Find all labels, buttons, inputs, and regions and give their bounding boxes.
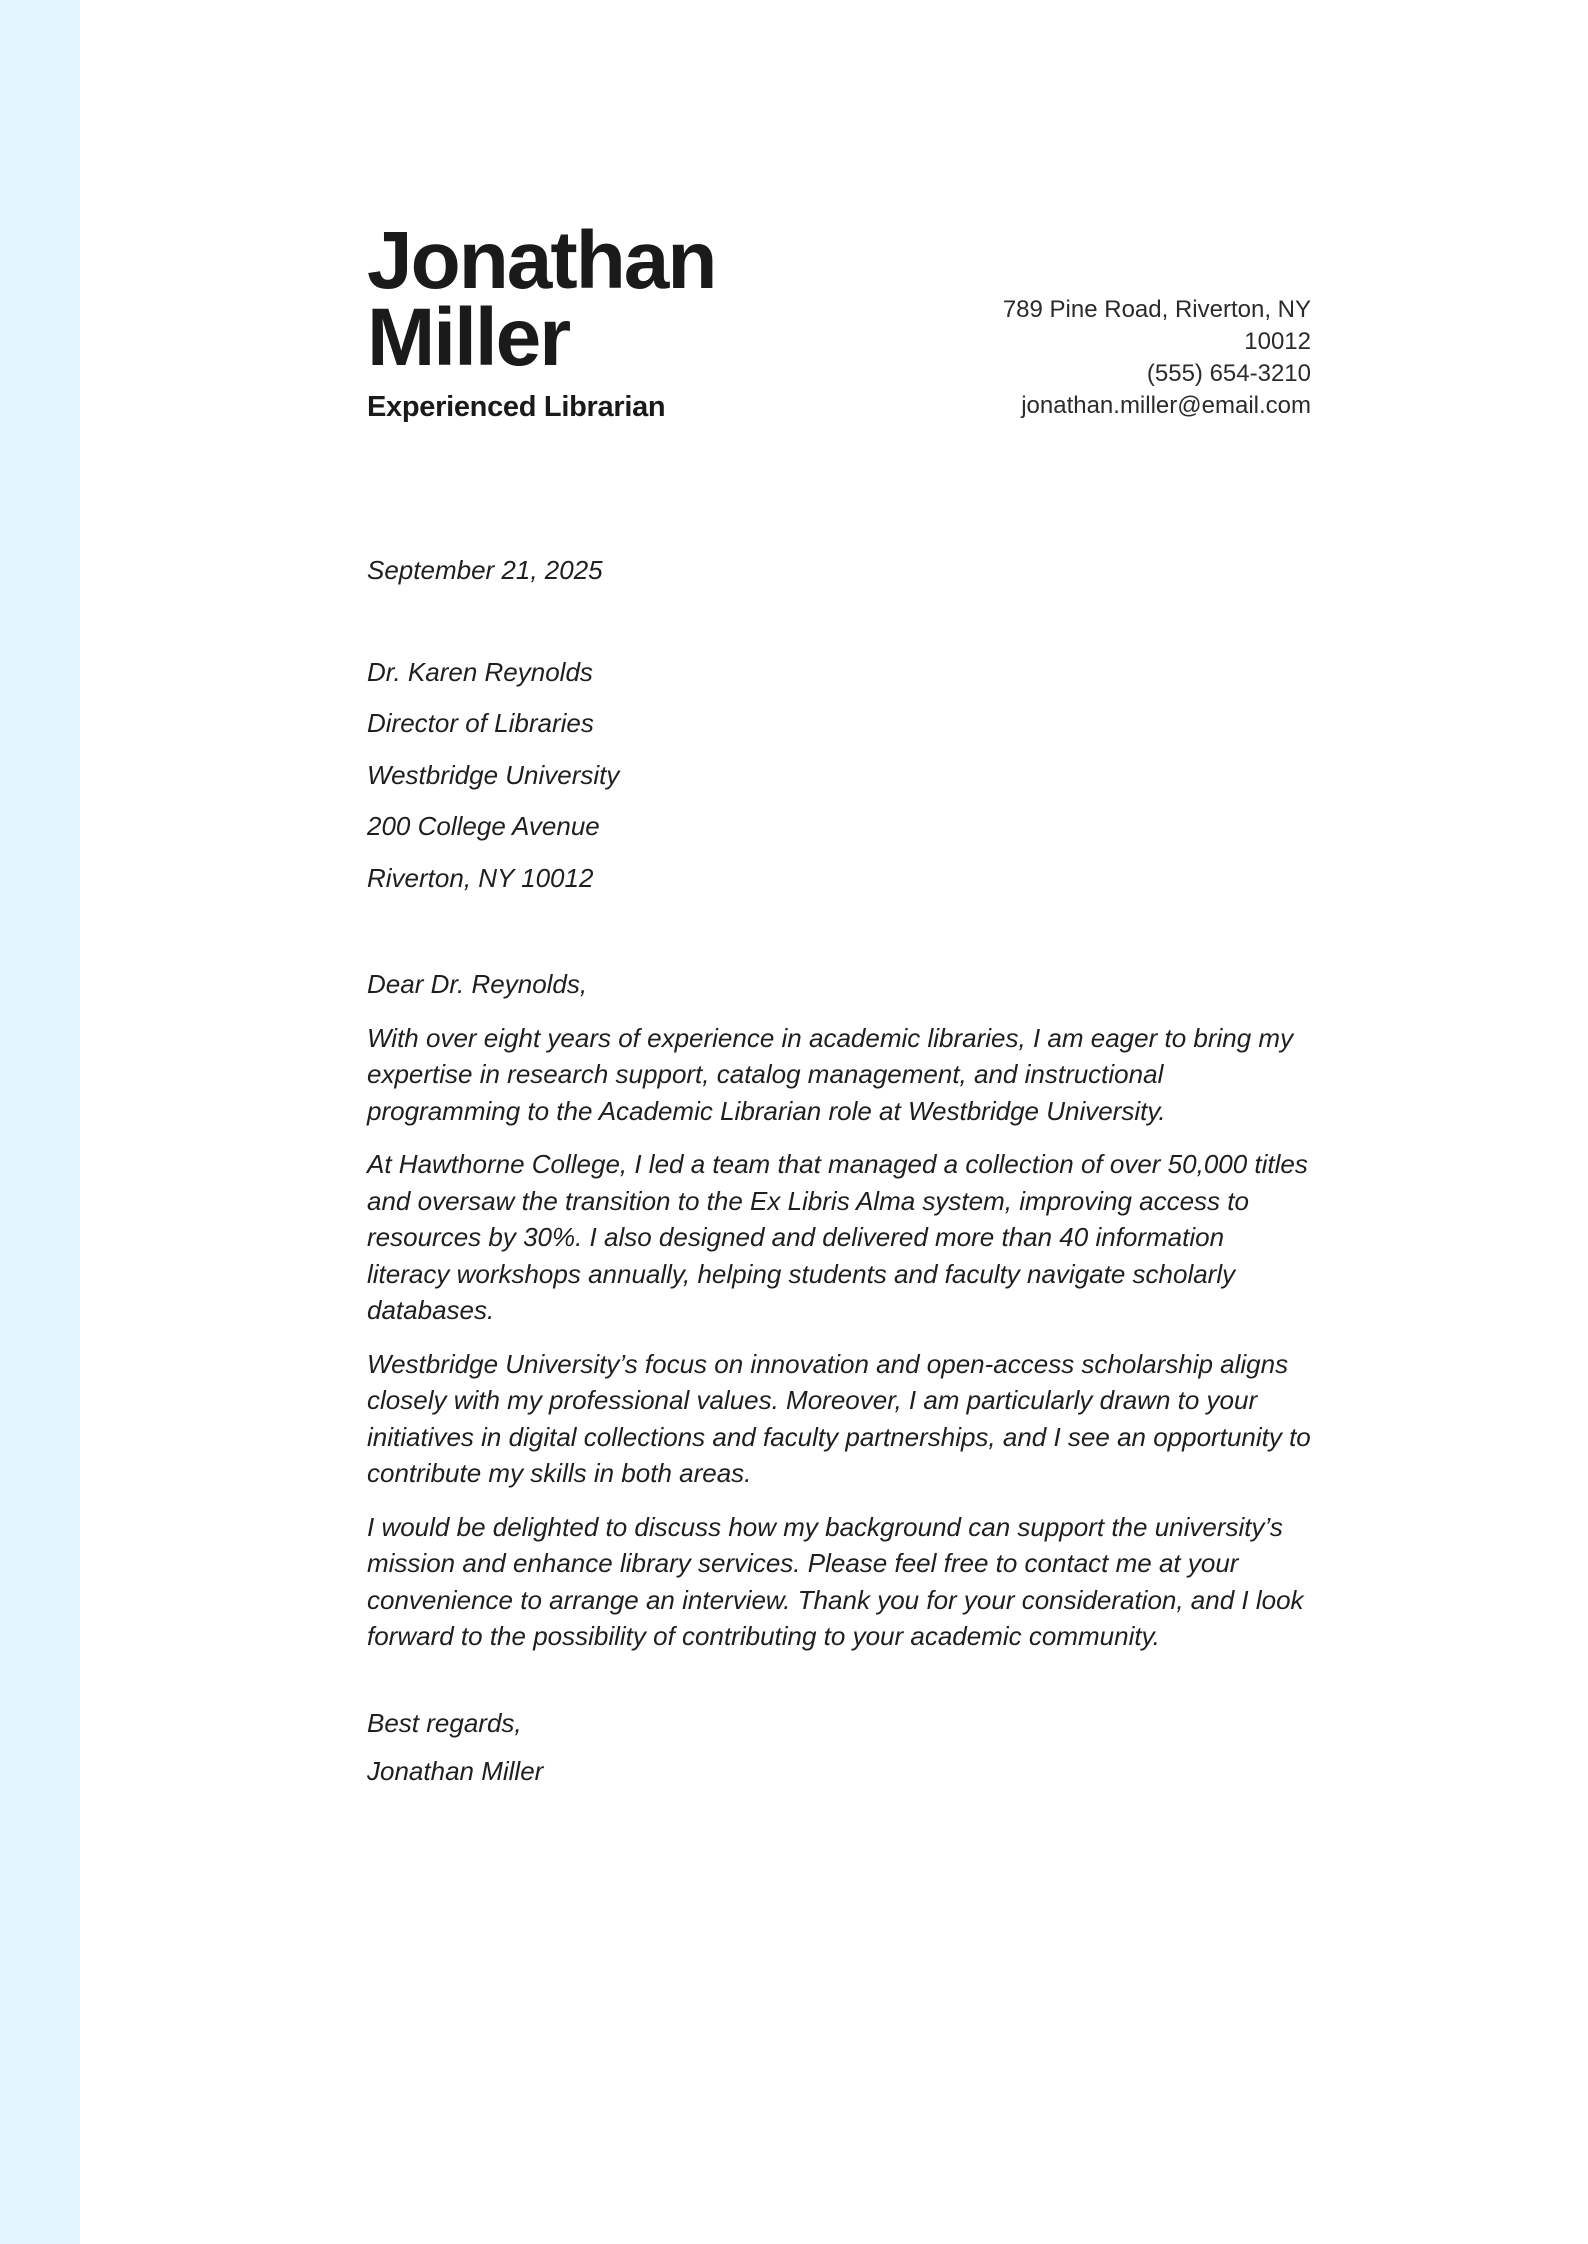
recipient-organization: Westbridge University	[367, 759, 620, 790]
name-last: Miller	[367, 292, 570, 383]
salutation: Dear Dr. Reynolds,	[367, 969, 588, 999]
contact-address-line1: 789 Pine Road, Riverton, NY	[1002, 296, 1311, 323]
body-paragraph-1: With over eight years of experience in academic libraries, I am eager to bring my expertise in research support, catalog management, and instructional programming to the Academic Librarian role at Westbridge University.	[367, 1022, 1294, 1126]
body-paragraph-4: I would be delighted to discuss how my background can support the university’s mission and enhance library services. Please feel free to contact me at your convenience to arrange an interview. Thank you for your consideration, and I look forward to the possibility of contributing to your academic community.	[367, 1511, 1304, 1651]
closing: Best regards,	[367, 1707, 522, 1738]
letter-content	[367, 0, 1311, 1790]
signature-name: Jonathan Miller	[367, 1756, 544, 1786]
contact-info	[1003, 222, 1311, 422]
contact-email: jonathan.miller@email.com	[1021, 392, 1311, 419]
left-accent-stripe	[0, 0, 80, 2244]
page-title	[367, 215, 716, 383]
identity-block	[367, 215, 716, 426]
recipient-city: Riverton, NY 10012	[367, 862, 594, 893]
recipient-block	[367, 654, 1311, 897]
recipient-street: 200 College Avenue	[367, 811, 600, 841]
name-first: Jonathan	[367, 215, 716, 306]
recipient-title: Director of Libraries	[367, 708, 594, 738]
letter-date: September 21, 2025	[367, 555, 603, 585]
letter-header	[367, 215, 1311, 426]
contact-phone: (555) 654-3210	[1146, 360, 1311, 387]
body-paragraph-2: At Hawthorne College, I led a team that managed a collection of over 50,000 titles and oversaw the transition to the Ex Libris Alma system, improving access to resources by 30%. I also designed and delivered more than 40 information literacy workshops annually, helping students and faculty navigate scholarly databases.	[367, 1149, 1308, 1325]
recipient-name: Dr. Karen Reynolds	[367, 656, 593, 687]
contact-address-line2: 10012	[1244, 328, 1311, 355]
job-title: Experienced Librarian	[367, 391, 666, 423]
body-paragraph-3: Westbridge University’s focus on innovation and open-access scholarship aligns closely with my professional values. Moreover, I am particularly drawn to your initiatives in digital collections and faculty partnerships, and I see an opportunity to contribute my skills in both areas.	[367, 1348, 1311, 1488]
